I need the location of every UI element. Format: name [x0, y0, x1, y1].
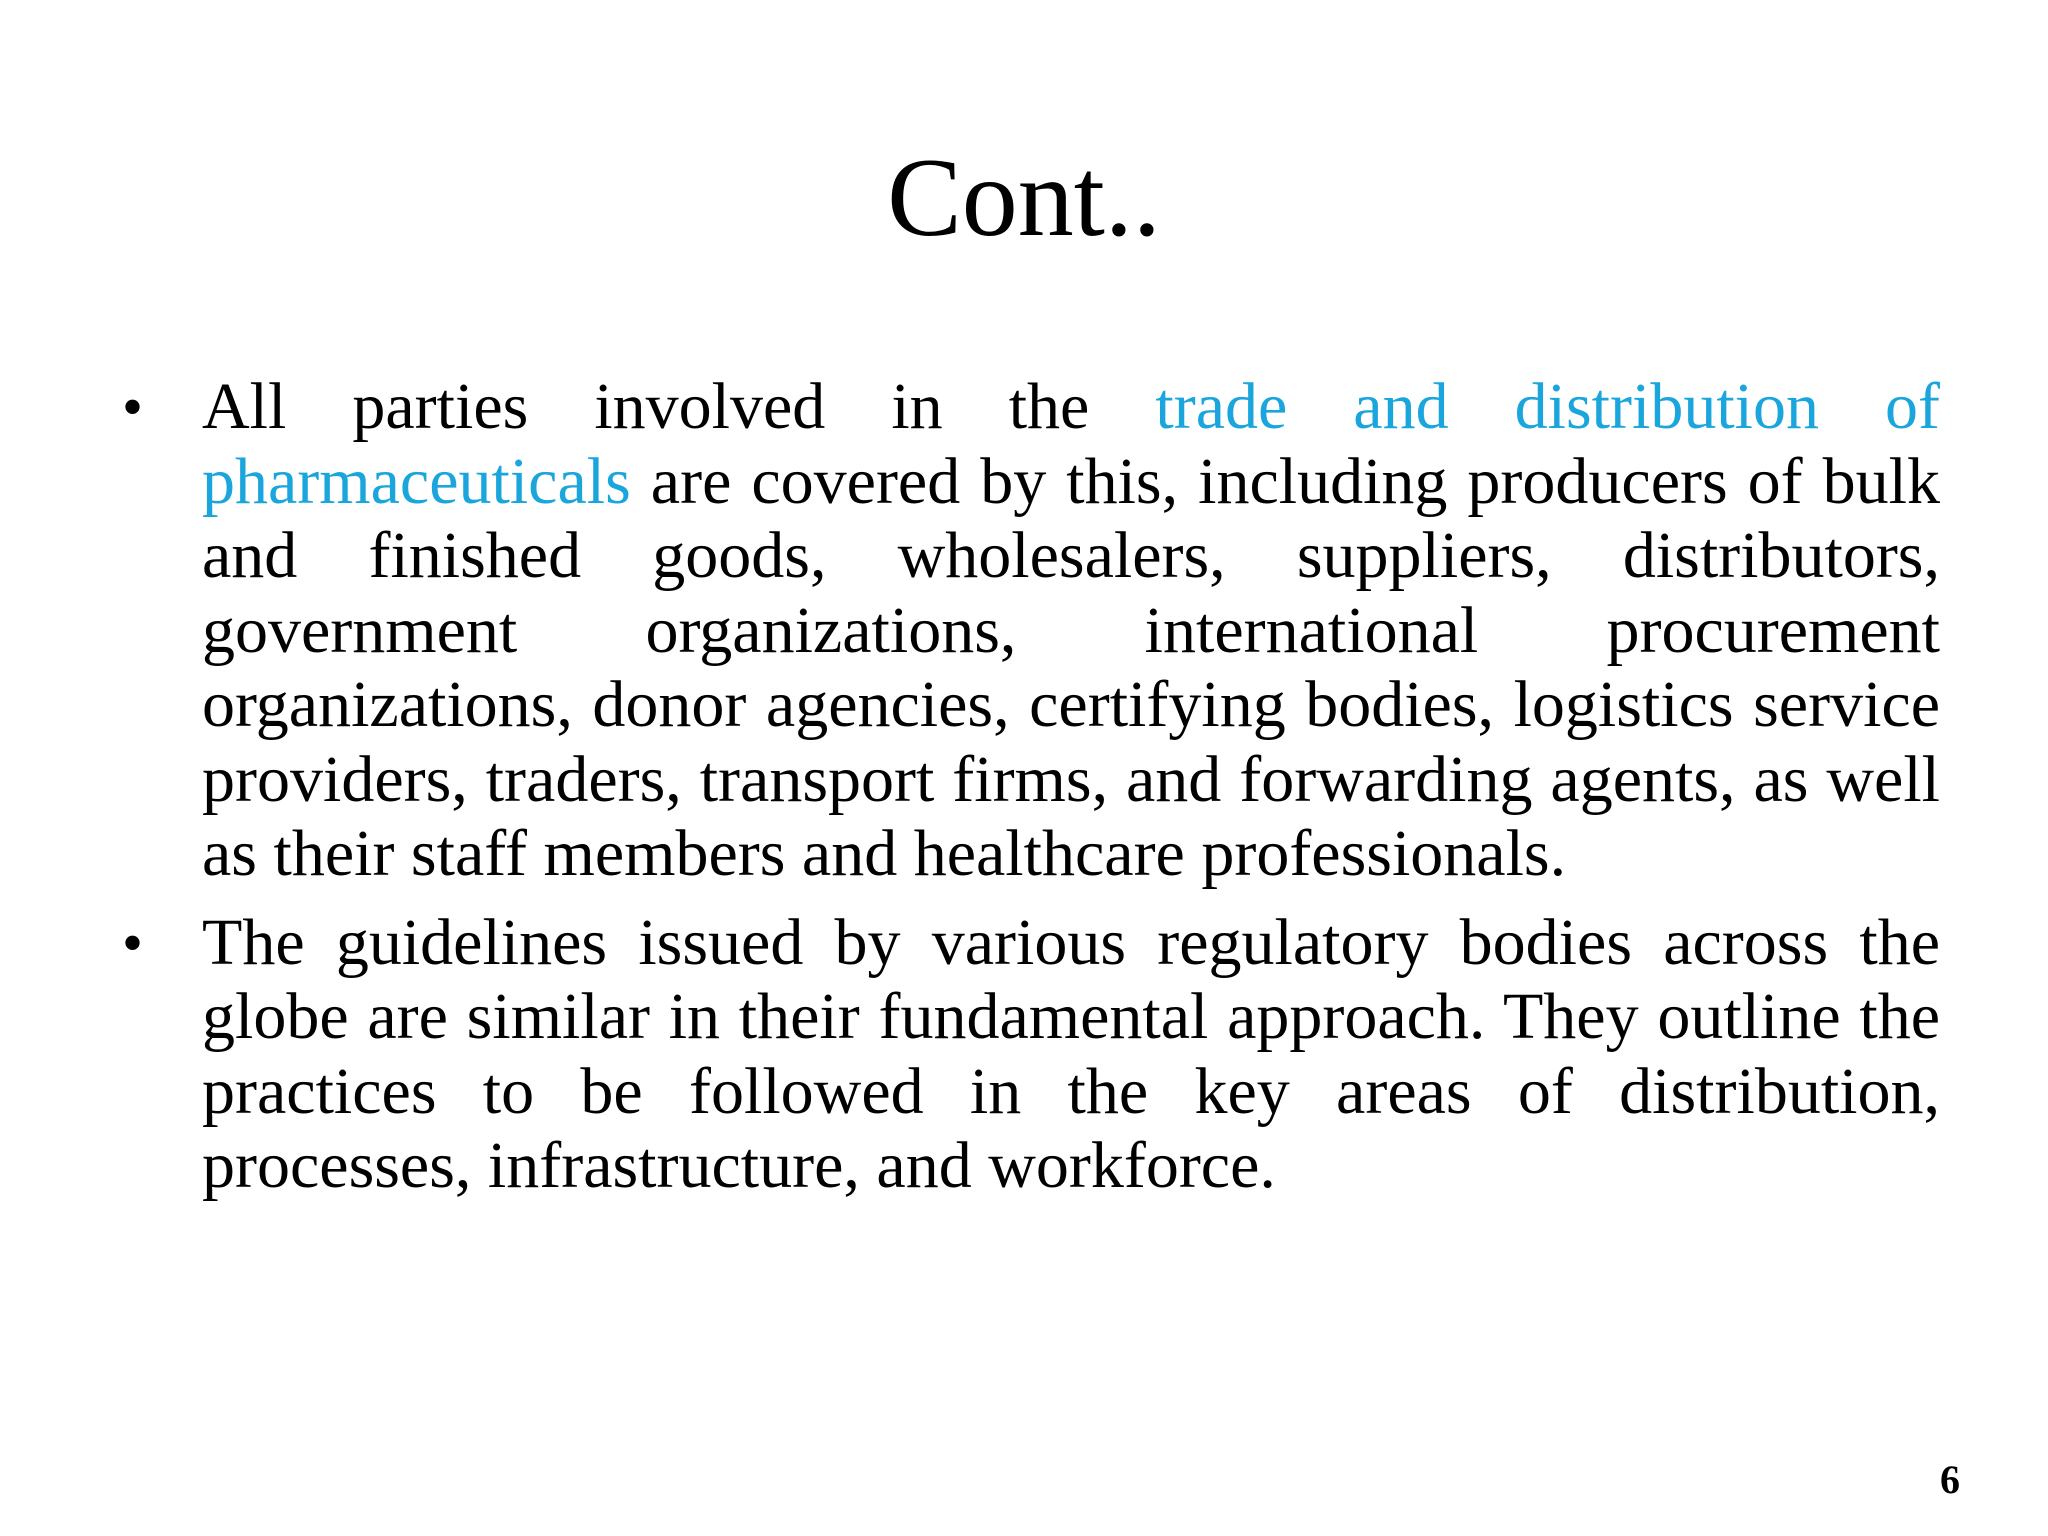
- slide-title: Cont..: [887, 136, 1161, 260]
- bullet-text-prefix: All parties involved in the: [202, 370, 1156, 443]
- bullet-text: The guidelines issued by various regulatory bodies across the globe are similar in their fundamental approach. They outline the practices to be followed in the key areas of distribution, processes, infrastructure, and workforce.: [202, 905, 1940, 1202]
- bullet-text-highlight: trade and distribution of pharmaceuticals: [202, 370, 1940, 518]
- page-number: 6: [1940, 1457, 1960, 1502]
- bullet-item-guidelines: [120, 906, 1940, 1204]
- bullet-item-parties: [120, 370, 1940, 892]
- bullet-dot-icon: •: [122, 909, 144, 976]
- bullet-dot-icon: •: [122, 374, 144, 440]
- bullet-text-rest: are covered by this, including producers of bulk and finished goods, wholesalers, suppliers, distributors, government organizations, international procurement organizations, donor agencies, certifying bodies, logistics service providers, traders, transport firms, and forwarding agents, as well as their staff members and healthcare professionals.: [202, 444, 1940, 890]
- bullet-list: [120, 370, 1940, 1218]
